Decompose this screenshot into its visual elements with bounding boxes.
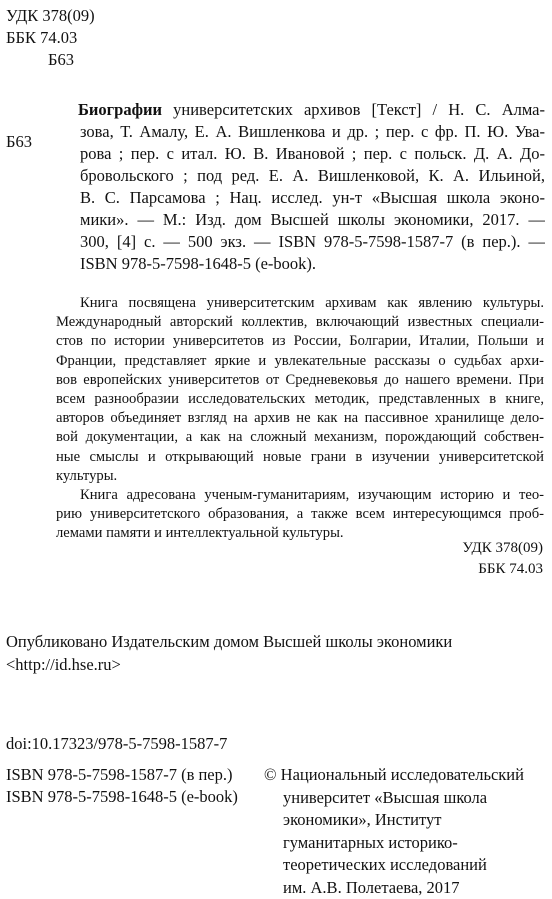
bib-line: мики». — М.: Изд. дом Высшей школы экономики, 2017. — xyxy=(78,209,545,231)
udk-code-repeat: УДК 378(09) xyxy=(462,540,543,557)
annotation-line: лемами памяти и интеллектуальной культуры. xyxy=(56,524,544,543)
author-mark-record: Б63 xyxy=(6,131,32,152)
bib-line: ISBN 978-5-7598-1648-5 (e-book). xyxy=(78,253,545,275)
copyright-line: университет «Высшая школа xyxy=(264,787,548,810)
annotation-line: ные смыслы и открывающий новые грани в изучении университетской xyxy=(56,448,544,467)
isbn-print: ISBN 978-5-7598-1587-7 (в пер.) xyxy=(6,764,238,786)
annotation-line: культуры. xyxy=(56,467,544,486)
book-title: Биографии xyxy=(78,100,162,119)
doi: doi:10.17323/978-5-7598-1587-7 xyxy=(6,734,227,754)
copyright-line: гуманитарных историко- xyxy=(264,832,548,855)
author-mark: Б63 xyxy=(48,49,74,70)
annotation-line: Книга посвящена университетским архивам как явлению культуры. xyxy=(56,294,544,313)
annotation-line: авторов объединяет взгляд на архив не как на пассивное хранилище дело- xyxy=(56,409,544,428)
copyright-line: © Национальный исследовательский xyxy=(264,764,548,787)
publisher-url[interactable]: <http://id.hse.ru> xyxy=(6,655,121,675)
annotation-line: Франции, представляет яркие и увлекательные рассказы о судьбах архи- xyxy=(56,352,544,371)
annotation-line: вой документации, а как на сложный механизм, порождающий собствен- xyxy=(56,428,544,447)
copyright-notice xyxy=(264,764,548,899)
isbn-ebook: ISBN 978-5-7598-1648-5 (e-book) xyxy=(6,786,238,808)
bib-line: 300, [4] с. — 500 экз. — ISBN 978-5-7598-1587-7 (в пер.). — xyxy=(78,231,545,253)
publisher-line: Опубликовано Издательским домом Высшей школы экономики xyxy=(6,632,452,652)
bbk-code: ББК 74.03 xyxy=(6,27,77,48)
copyright-line: экономики», Институт xyxy=(264,809,548,832)
isbn-list xyxy=(6,764,238,808)
annotation-line: стов по истории университетов из России, Болгарии, Италии, Польши и xyxy=(56,332,544,351)
bib-line: зова, Т. Амалу, Е. А. Вишленкова и др. ; пер. с фр. П. Ю. Ува- xyxy=(78,121,545,143)
bib-line xyxy=(78,99,545,121)
copyright-line: им. А.В. Полетаева, 2017 xyxy=(264,877,548,899)
bib-line: В. С. Парсамова ; Нац. исслед. ун-т «Высшая школа эконо- xyxy=(78,187,545,209)
bib-line: рова ; пер. с итал. Ю. В. Ивановой ; пер. с польск. Д. А. До- xyxy=(78,143,545,165)
udk-code: УДК 378(09) xyxy=(6,5,95,26)
bib-line-text: университетских архивов [Текст] / Н. С. Алма- xyxy=(162,100,545,119)
annotation-line: Международный авторский коллектив, включающий известных специали- xyxy=(56,313,544,332)
annotation-line: вов европейских университетов от Средневековья до нашего времени. При xyxy=(56,371,544,390)
bib-line: бровольского ; под ред. Е. А. Вишленковой, К. А. Ильиной, xyxy=(78,165,545,187)
annotation-line: Книга адресована ученым-гуманитариям, изучающим историю и тео- xyxy=(56,486,544,505)
annotation-line: всем разнообразии исследовательских методик, представленных в книге, xyxy=(56,390,544,409)
annotation-line: рию университетского образования, а также всем интересующимся проб- xyxy=(56,505,544,524)
copyright-line: теоретических исследований xyxy=(264,854,548,877)
bbk-code-repeat: ББК 74.03 xyxy=(478,561,543,578)
annotation xyxy=(56,294,544,543)
bibliographic-record xyxy=(78,99,545,275)
